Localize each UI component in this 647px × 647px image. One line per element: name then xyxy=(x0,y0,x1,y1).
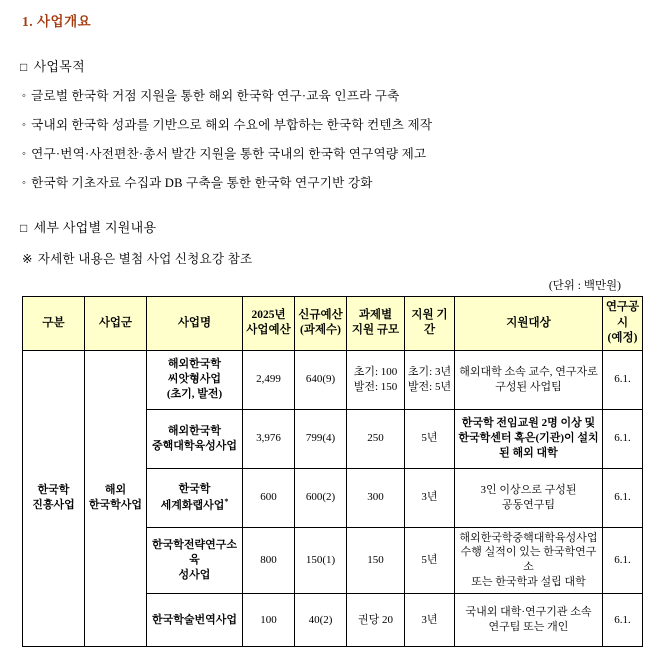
program-name-line1: 해외한국학 xyxy=(167,424,222,437)
cell-target xyxy=(455,593,603,646)
cell-budget: 800 xyxy=(243,527,295,593)
cell-new-budget: 40(2) xyxy=(295,593,347,646)
section-heading-support-label: 세부 사업별 지원내용 xyxy=(33,220,157,235)
column-header-notice xyxy=(603,297,643,351)
cell-group-line2: 한국학사업 xyxy=(88,499,143,512)
cell-scale: 250 xyxy=(347,409,405,468)
cell-program-name xyxy=(147,350,243,409)
cell-notice-date: 6.1. xyxy=(603,409,643,468)
cell-budget: 600 xyxy=(243,468,295,527)
section-heading-support xyxy=(20,217,635,236)
list-item-text: 국내외 한국학 성과를 기반으로 해외 수요에 부합하는 한국학 컨텐츠 제작 xyxy=(31,118,433,132)
cell-period: 5년 xyxy=(405,527,455,593)
bullet-dot-icon: ◦ xyxy=(22,177,27,189)
cell-program-name: 한국학술번역사업 xyxy=(147,593,243,646)
cell-budget: 100 xyxy=(243,593,295,646)
cell-program-name xyxy=(147,409,243,468)
bullet-dot-icon: ◦ xyxy=(22,148,27,160)
list-item-text: 한국학 기초자료 수집과 DB 구축을 통한 한국학 연구기반 강화 xyxy=(31,176,373,190)
program-name-line1: 한국학전략연구소육 xyxy=(151,538,237,566)
cell-group xyxy=(85,350,147,646)
cell-period xyxy=(405,350,455,409)
cell-budget: 3,976 xyxy=(243,409,295,468)
program-name-line2: 성사업 xyxy=(178,568,211,581)
program-name-line2: 중핵대학육성사업 xyxy=(151,439,237,452)
cell-target-line1: 국내외 대학·연구기관 소속 xyxy=(465,606,592,619)
section-heading-purpose xyxy=(20,56,635,75)
cell-gubun-line2: 진흥사업 xyxy=(32,499,75,512)
table-row xyxy=(23,350,643,409)
column-header-budget-line1: 2025년 xyxy=(251,308,286,321)
list-item xyxy=(22,85,635,104)
cell-notice-date: 6.1. xyxy=(603,593,643,646)
cell-scale-line1: 초기: 100 xyxy=(353,365,398,378)
cell-scale: 150 xyxy=(347,527,405,593)
cell-target xyxy=(455,350,603,409)
cell-new-budget: 799(4) xyxy=(295,409,347,468)
cell-target-line1: 해외대학 소속 교수, 연구자로 xyxy=(459,365,598,378)
support-programs-table xyxy=(22,296,643,647)
column-header-budget-line2: 사업예산 xyxy=(246,324,291,337)
cell-target-line2: 구성된 사업팀 xyxy=(495,380,562,393)
cell-program-name xyxy=(147,468,243,527)
cell-target xyxy=(455,527,603,593)
cell-target-line2: 수행 실적이 있는 한국학연구소 xyxy=(460,546,597,574)
column-header-scale xyxy=(347,297,405,351)
footnote-marker-icon: * xyxy=(224,496,229,506)
cell-new-budget: 600(2) xyxy=(295,468,347,527)
cell-scale-line2: 발전: 150 xyxy=(353,380,398,393)
cell-period-line1: 초기: 3년 xyxy=(407,365,452,378)
program-name-line1: 한국학 xyxy=(178,482,211,495)
cell-target-line2: 한국학센터 혹은(기관)이 설치된 해외 대학 xyxy=(458,432,599,459)
cell-period: 5년 xyxy=(405,409,455,468)
unit-label: (단위 : 백만원) xyxy=(548,280,621,292)
cell-period: 3년 xyxy=(405,468,455,527)
cell-new-budget: 640(9) xyxy=(295,350,347,409)
note-text: 자세한 내용은 별첨 사업 신청요강 참조 xyxy=(37,252,253,266)
cell-new-budget: 150(1) xyxy=(295,527,347,593)
cell-notice-date: 6.1. xyxy=(603,527,643,593)
column-header-group: 사업군 xyxy=(85,297,147,351)
page-title: 1. 사업개요 xyxy=(22,14,92,29)
purpose-bullet-list xyxy=(22,85,635,191)
section-marker-icon: □ xyxy=(20,221,28,235)
list-item xyxy=(22,114,635,133)
cell-target xyxy=(455,409,603,468)
program-name-line2: 세계화랩사업 xyxy=(160,499,225,512)
section-heading-purpose-label: 사업목적 xyxy=(33,59,85,74)
program-name-line1: 해외한국학 xyxy=(167,358,222,371)
cell-target xyxy=(455,468,603,527)
cell-target-line1: 해외한국학중핵대학육성사업 xyxy=(459,531,598,544)
column-header-target: 지원대상 xyxy=(455,297,603,351)
column-header-notice-line1: 연구공시 xyxy=(605,301,640,329)
column-header-new-budget-line1: 신규예산 xyxy=(298,308,343,321)
section-marker-icon: □ xyxy=(20,60,28,74)
cell-target-line2: 연구팀 또는 개인 xyxy=(488,620,569,633)
cell-group-line1: 해외 xyxy=(104,484,127,497)
column-header-budget xyxy=(243,297,295,351)
list-item xyxy=(22,172,635,191)
bullet-dot-icon: ◦ xyxy=(22,119,27,131)
column-header-name: 사업명 xyxy=(147,297,243,351)
column-header-scale-line2: 지원 규모 xyxy=(351,324,400,337)
program-name-line2: 씨앗형사업 xyxy=(167,373,222,386)
reference-note xyxy=(22,248,635,267)
note-mark-icon: ※ xyxy=(22,252,33,266)
program-name-line3: (초기, 발전) xyxy=(166,387,223,400)
table-header-row xyxy=(23,297,643,351)
cell-gubun xyxy=(23,350,85,646)
column-header-notice-line2: (예정) xyxy=(607,332,638,345)
cell-program-name xyxy=(147,527,243,593)
cell-notice-date: 6.1. xyxy=(603,350,643,409)
cell-budget: 2,499 xyxy=(243,350,295,409)
cell-target-line2: 공동연구팀 xyxy=(501,498,556,511)
list-item-text: 글로벌 한국학 거점 지원을 통한 해외 한국학 연구·교육 인프라 구축 xyxy=(31,89,400,103)
cell-notice-date: 6.1. xyxy=(603,468,643,527)
cell-period-line2: 발전: 5년 xyxy=(407,380,452,393)
column-header-gubun: 구분 xyxy=(23,297,85,351)
list-item xyxy=(22,143,635,162)
column-header-scale-line1: 과제별 xyxy=(358,308,393,321)
bullet-dot-icon: ◦ xyxy=(22,90,27,102)
cell-gubun-line1: 한국학 xyxy=(37,484,70,497)
cell-target-line1: 3인 이상으로 구성된 xyxy=(480,483,577,496)
column-header-new-budget xyxy=(295,297,347,351)
cell-scale xyxy=(347,350,405,409)
cell-target-line3: 또는 한국학과 설립 대학 xyxy=(471,576,586,589)
list-item-text: 연구·번역·사전편찬·총서 발간 지원을 통한 국내의 한국학 연구역량 제고 xyxy=(31,147,427,161)
cell-target-line1: 한국학 전임교원 2명 이상 및 xyxy=(461,417,596,430)
column-header-period: 지원 기간 xyxy=(405,297,455,351)
cell-period: 3년 xyxy=(405,593,455,646)
cell-scale: 권당 20 xyxy=(347,593,405,646)
cell-scale: 300 xyxy=(347,468,405,527)
column-header-new-budget-line2: (과제수) xyxy=(300,324,341,337)
